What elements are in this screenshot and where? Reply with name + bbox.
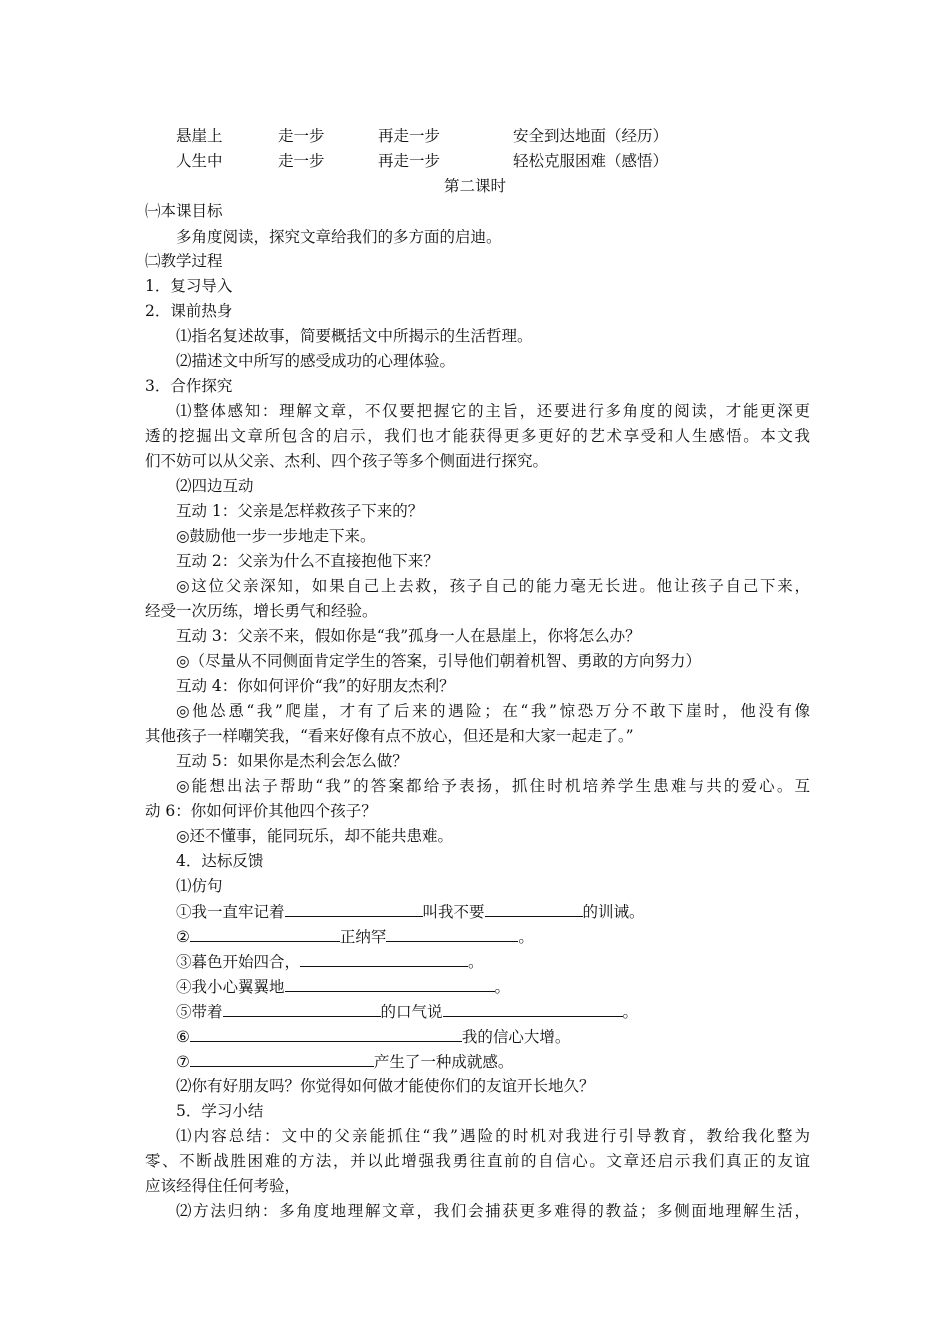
step-4: 4．达标反馈 (176, 852, 264, 870)
answer: 动 6：你如何评价其他四个孩子？ (145, 802, 377, 820)
step-5: 5．学习小结 (176, 1102, 264, 1120)
table-cell: 安全到达地面（经历） (513, 127, 669, 145)
fill-blank[interactable] (386, 925, 518, 942)
section-title: 第二课时 (443, 177, 506, 195)
fill-blank[interactable] (285, 975, 495, 992)
fill-blank[interactable] (443, 1000, 623, 1017)
answer: ◎这位父亲深知，如果自己上去救，孩子自己的能力毫无长进。他让孩子自己下来， (176, 577, 810, 595)
fill-blank[interactable] (190, 925, 340, 942)
answer: ◎还不懂事，能同玩乐，却不能共患难。 (176, 827, 454, 845)
fill-sentence: ⑥ 我的信心大增。 (176, 1025, 810, 1048)
answer: ◎鼓励他一步一步地走下来。 (176, 527, 376, 545)
answer: ◎（尽量从不同侧面肯定学生的答案，引导他们朝着机智、勇敢的方向努力） (176, 652, 702, 670)
table-cell: 悬崖上 (176, 127, 223, 145)
question: 互动 2：父亲为什么不直接抱他下来？ (176, 552, 439, 570)
fill-sentence: ② 正纳罕 。 (176, 925, 810, 948)
fill-sentence: ①我一直牢记着 叫我不要 的训诫。 (176, 900, 810, 923)
fill-blank[interactable] (300, 950, 468, 967)
paragraph-line: ⑵方法归纳：多角度地理解文章，我们会捕获更多难得的教益；多侧面地理解生活， (176, 1202, 810, 1220)
table-cell: 人生中 (176, 152, 223, 170)
table-cell: 走一步 (278, 127, 325, 145)
step-2-item-1: ⑴指名复述故事，简要概括文中所揭示的生活哲理。 (176, 327, 533, 345)
paragraph-line: ⑴整体感知：理解文章，不仅要把握它的主旨，还要进行多角度的阅读，才能更深更 (176, 402, 810, 420)
fill-blank[interactable] (190, 1050, 374, 1067)
goal-text: 多角度阅读，探究文章给我们的多方面的启迪。 (176, 228, 502, 246)
paragraph-line: ⑴内容总结：文中的父亲能抓住“我”遇险的时机对我进行引导教育，教给我化整为 (176, 1127, 810, 1145)
fill-sentence: ③暮色开始四合， 。 (176, 950, 810, 973)
answer: ◎能想出法子帮助“我”的答案都给予表扬，抓住时机培养学生患难与共的爱心。互 (176, 777, 810, 795)
question: 互动 4：你如何评价“我”的好朋友杰利？ (176, 677, 455, 695)
fill-blank[interactable] (223, 1000, 381, 1017)
answer: 经受一次历练，增长勇气和经验。 (145, 602, 378, 620)
question: 互动 5：如果你是杰利会怎么做？ (176, 752, 408, 770)
paragraph-line: 零、不断战胜困难的方法，并以此增强我勇往直前的自信心。文章还启示我们真正的友谊 (145, 1152, 810, 1170)
step-3: 3．合作探究 (145, 377, 233, 395)
answer: ◎他怂恿“我”爬崖，才有了后来的遇险；在“我”惊恐万分不敢下崖时，他没有像 (176, 702, 810, 720)
table-cell: 再走一步 (378, 152, 441, 170)
step-4-item-2: ⑵你有好朋友吗？你觉得如何做才能使你们的友谊开长地久？ (176, 1077, 595, 1095)
step-2-item-2: ⑵描述文中所写的感受成功的心理体验。 (176, 352, 456, 370)
table-cell: 再走一步 (378, 127, 441, 145)
fill-blank[interactable] (485, 900, 583, 917)
answer: 其他孩子一样嘲笑我，“看来好像有点不放心，但还是和大家一起走了。” (145, 727, 634, 745)
fill-sentence: ⑤带着 的口气说 。 (176, 1000, 810, 1023)
fill-blank[interactable] (190, 1025, 462, 1042)
table-cell: 轻松克服困难（感悟） (513, 152, 669, 170)
fill-sentence: ④我小心翼翼地 。 (176, 975, 810, 998)
table-cell: 走一步 (278, 152, 325, 170)
step-4-item-1: ⑴仿句 (176, 877, 223, 895)
step-1: 1．复习导入 (145, 277, 233, 295)
fill-sentence: ⑦ 产生了一种成就感。 (176, 1050, 810, 1073)
process-heading: ㈡教学过程 (145, 252, 223, 270)
question: 互动 3：父亲不来，假如你是“我”孤身一人在悬崖上，你将怎么办？ (176, 627, 641, 645)
paragraph-line: 透的挖掘出文章所包含的启示，我们也才能获得更多更好的艺术享受和人生感悟。本文我 (145, 427, 810, 445)
step-2: 2．课前热身 (145, 302, 233, 320)
paragraph-line: 们不妨可以从父亲、杰利、四个孩子等多个侧面进行探究。 (145, 452, 549, 470)
fill-blank[interactable] (285, 900, 423, 917)
goal-heading: ㈠本课目标 (145, 202, 223, 220)
paragraph-line: 应该经得住任何考验， (145, 1177, 301, 1195)
question: 互动 1：父亲是怎样救孩子下来的？ (176, 502, 424, 520)
step-3-item-2: ⑵四边互动 (176, 477, 254, 495)
